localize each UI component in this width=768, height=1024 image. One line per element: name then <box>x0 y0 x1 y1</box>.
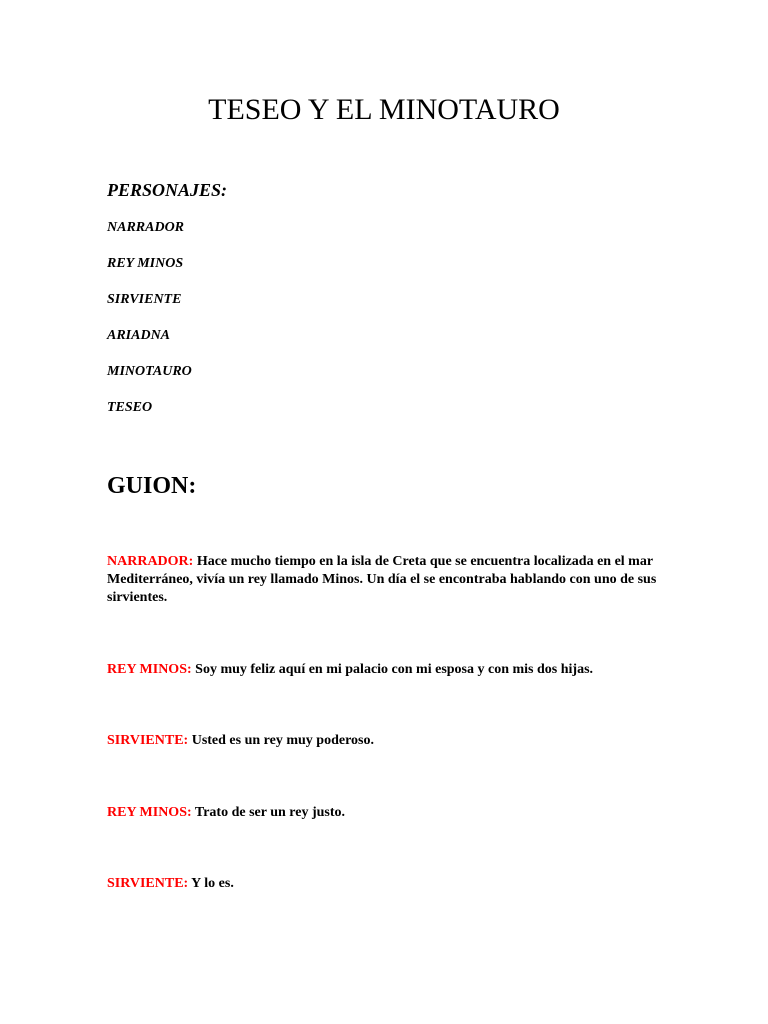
character-item: TESEO <box>107 400 153 415</box>
speaker-label: NARRADOR: <box>107 554 194 569</box>
document-title: TESEO Y EL MINOTAURO <box>208 93 560 126</box>
character-item: REY MINOS <box>107 256 184 271</box>
speaker-label: REY MINOS: <box>107 805 192 820</box>
character-item: MINOTAURO <box>107 364 192 379</box>
dialogue-line <box>107 732 667 750</box>
script-heading: GUION: <box>107 473 197 499</box>
speaker-label: REY MINOS: <box>107 662 192 677</box>
dialogue-line <box>107 804 667 822</box>
characters-heading: PERSONAJES: <box>107 180 228 200</box>
dialogue-line <box>107 875 667 893</box>
dialogue-text: Y lo es. <box>188 876 234 891</box>
dialogue-text: Soy muy feliz aquí en mi palacio con mi esposa y con mis dos hijas. <box>191 662 594 677</box>
dialogue-line <box>107 661 667 679</box>
dialogue-text: Hace mucho tiempo en la isla de Creta que se encuentra localizada en el mar Mediterráneo, vivía un rey llamado Minos. Un día el se encontraba hablando con uno de sus sirvientes. <box>107 554 657 605</box>
character-item: ARIADNA <box>107 328 171 343</box>
dialogue-text: Usted es un rey muy poderoso. <box>188 733 374 748</box>
character-item: NARRADOR <box>107 220 185 235</box>
character-item: SIRVIENTE <box>107 292 182 307</box>
speaker-label: SIRVIENTE: <box>107 876 189 891</box>
dialogue-text: Trato de ser un rey justo. <box>191 805 346 820</box>
dialogue-line <box>107 553 667 607</box>
speaker-label: SIRVIENTE: <box>107 733 189 748</box>
